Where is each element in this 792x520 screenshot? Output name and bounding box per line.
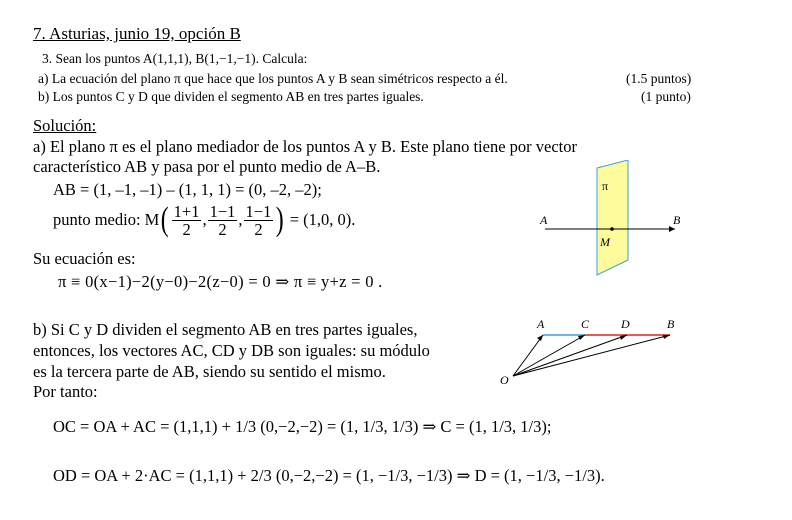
- midpoint-result: = (1,0, 0).: [289, 210, 356, 229]
- plane-equation: π ≡ 0(x−1)−2(y−0)−2(z−0) = 0 ⇒ π ≡ y+z = 0 .: [58, 272, 383, 291]
- right-paren: ): [276, 201, 284, 238]
- solution-b-line3: es la tercera parte de AB, siendo su sentido el mismo.: [33, 362, 386, 381]
- left-paren: (: [161, 201, 169, 238]
- problem-part-a: a) La ecuación del plano π que hace que los puntos A y B sean simétricos respecto a él.: [38, 71, 508, 86]
- vector-oc: [513, 335, 585, 376]
- vec-label-o: O: [500, 373, 509, 387]
- vectors-figure: [495, 312, 695, 392]
- vec-label-d: D: [621, 317, 630, 331]
- midpoint-label: punto medio: M: [53, 210, 160, 229]
- vec-label-b: B: [667, 317, 675, 331]
- plane-pi-shape: [597, 160, 628, 275]
- solution-heading: Solución:: [33, 116, 97, 135]
- problem-part-b: b) Los puntos C y D que dividen el segmento AB en tres partes iguales.: [38, 89, 424, 104]
- ab-vector-equation: AB = (1, –1, –1) – (1, 1, 1) = (0, –2, –2);: [53, 180, 322, 199]
- equation-label: Su ecuación es:: [33, 249, 136, 268]
- solution-a-line1: a) El plano π es el plano mediador de los puntos A y B. Este plano tiene por vector: [33, 137, 578, 156]
- problem-part-b-points: (1 punto): [641, 89, 691, 104]
- vec-label-c: C: [581, 317, 590, 331]
- solution-b-line1: b) Si C y D dividen el segmento AB en tres partes iguales,: [33, 320, 418, 339]
- plane-figure: [530, 160, 700, 280]
- arrowhead-a: [537, 335, 543, 341]
- solution-a-line2: característico AB y pasa por el punto medio de A–B.: [33, 157, 381, 176]
- vec-label-a: A: [537, 317, 545, 331]
- problem-intro: 3. Sean los puntos A(1,1,1), B(1,−1,−1). Calcula:: [42, 51, 308, 66]
- vector-ob: [513, 335, 670, 376]
- midpoint-dot: [610, 227, 614, 231]
- problem-part-a-points: (1.5 puntos): [626, 71, 692, 86]
- arrowhead-b2: [663, 335, 670, 339]
- midpoint-equation: punto medio: M ( $\frac{1+1}{2}$ , $\frac{1-1}{2}$ , $\frac{1-1}{2}$ ) = (1,0, 0).: [53, 201, 356, 239]
- plane-label-pi: π: [602, 179, 609, 193]
- od-equation: OD = OA + 2·AC = (1,1,1) + 2/3 (0,−2,−2) = (1, −1/3, −1/3) ⇒ D = (1, −1/3, −1/3).: [53, 466, 605, 485]
- solution-b-line4: Por tanto:: [33, 382, 98, 401]
- page-title: 7. Asturias, junio 19, opción B: [33, 24, 241, 43]
- oc-equation: OC = OA + AC = (1,1,1) + 1/3 (0,−2,−2) = (1, 1/3, 1/3) ⇒ C = (1, 1/3, 1/3);: [53, 417, 552, 436]
- point-label-a: A: [540, 213, 548, 227]
- midpoint-frac-y: $\frac{1-1}{2}$: [209, 201, 236, 239]
- point-label-b: B: [673, 213, 681, 227]
- point-label-m: M: [600, 235, 610, 249]
- vector-od: [513, 335, 627, 376]
- midpoint-frac-z: $\frac{1-1}{2}$: [245, 201, 272, 239]
- solution-b-line2: entonces, los vectores AC, CD y DB son iguales: su módulo: [33, 341, 430, 360]
- midpoint-frac-x: $\frac{1+1}{2}$: [173, 201, 200, 239]
